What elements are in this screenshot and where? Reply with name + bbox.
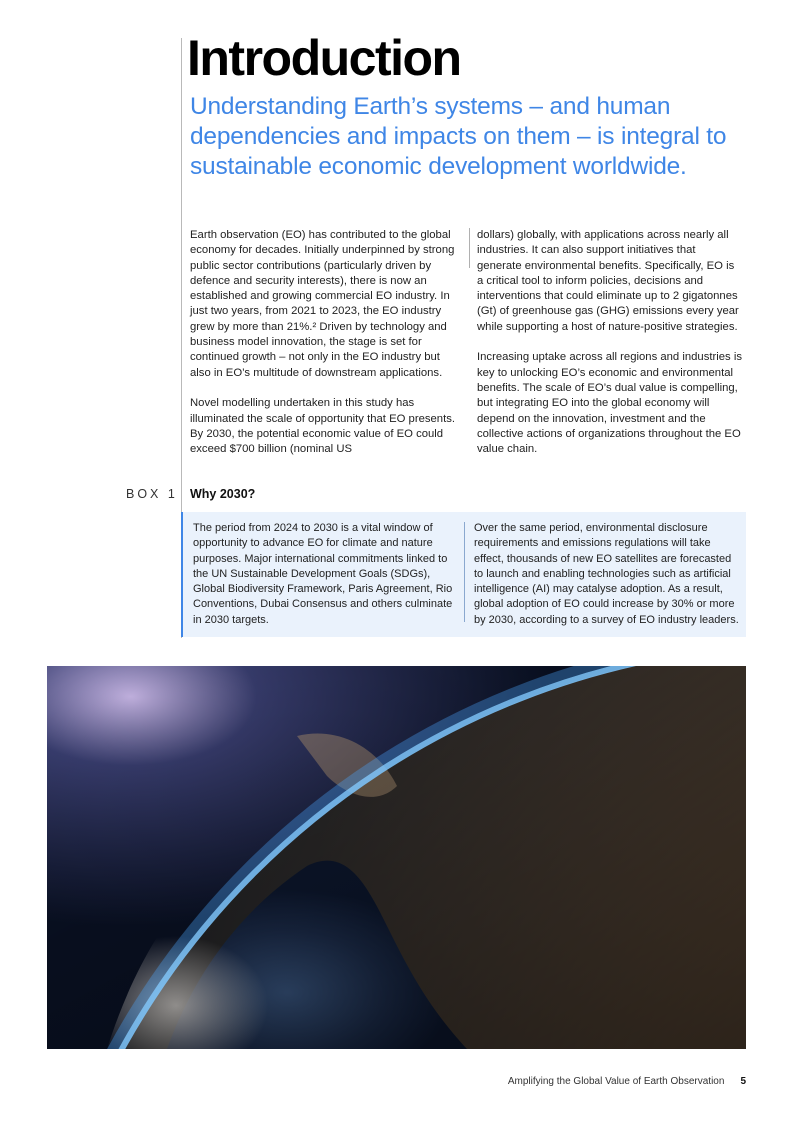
- paragraph: dollars) globally, with applications across nearly all industries. It can also support initiatives that generate environmental benefits. Specifically, EO is a critical tool to inform policies, decisions and interventions that could eliminate up to 2 gigatonnes (Gt) of greenhouse gas (GHG) emissions every year while supporting a host of nature-positive strategies.: [477, 229, 739, 333]
- earth-from-space-image: [47, 666, 746, 1049]
- box-title: Why 2030?: [190, 487, 256, 501]
- info-box-accent-bar: [181, 512, 183, 637]
- paragraph: Increasing uptake across all regions and industries is key to unlocking EO’s economic and environmental benefits. The scale of EO’s dual value is compelling, but integrating EO into the global economy will depend on the innovation, investment and the collective actions of organizations throughout the EO value chain.: [477, 351, 742, 456]
- footer-document-title: Amplifying the Global Value of Earth Observation: [507, 1076, 725, 1087]
- box-text-right: Over the same period, environmental disclosure requirements and emissions regulations will take effect, thousands of new EO satellites are forecasted to launch and enabling technologies such as artificial intelligence (AI) may catalyse adoption. As a result, global adoption of EO could increase by 30% or more by 2030, according to a survey of EO industry leaders.: [474, 522, 739, 626]
- paragraph: Earth observation (EO) has contributed to the global economy for decades. Initially underpinned by strong public sector contributions (particularly driven by defence and security interests), there is now an established and growing commercial EO industry. In just two years, from 2021 to 2023, the EO industry grew by more than 21%.² Driven by technology and business model innovation, the stage is set for continued growth – not only in the EO industry but also in EO’s multitude of downstream applications.: [190, 229, 455, 379]
- body-column-left: [190, 228, 456, 473]
- box-column-divider: [464, 522, 465, 622]
- page-number: 5: [740, 1076, 746, 1087]
- body-column-right: [477, 228, 743, 473]
- page-subtitle: Understanding Earth’s systems – and human dependencies and impacts on them – is integral to sustainable economic development worldwide.: [190, 93, 727, 180]
- column-divider: [469, 228, 470, 268]
- box-text-left: The period from 2024 to 2030 is a vital window of opportunity to advance EO for climate and nature purposes. Major international commitments linked to the UN Sustainable Development Goals (SDGs), Global Biodiversity Framework, Paris Agreement, Rio Conventions, Dubai Consensus and others culminate in 2030 targets.: [193, 522, 453, 626]
- page-title: Introduction: [187, 30, 461, 86]
- page-footer: [508, 1076, 746, 1087]
- paragraph: Novel modelling undertaken in this study has illuminated the scale of opportunity that EO presents. By 2030, the potential economic value of EO could exceed $700 billion (nominal US: [190, 397, 455, 456]
- box-label: BOX 1: [126, 487, 178, 501]
